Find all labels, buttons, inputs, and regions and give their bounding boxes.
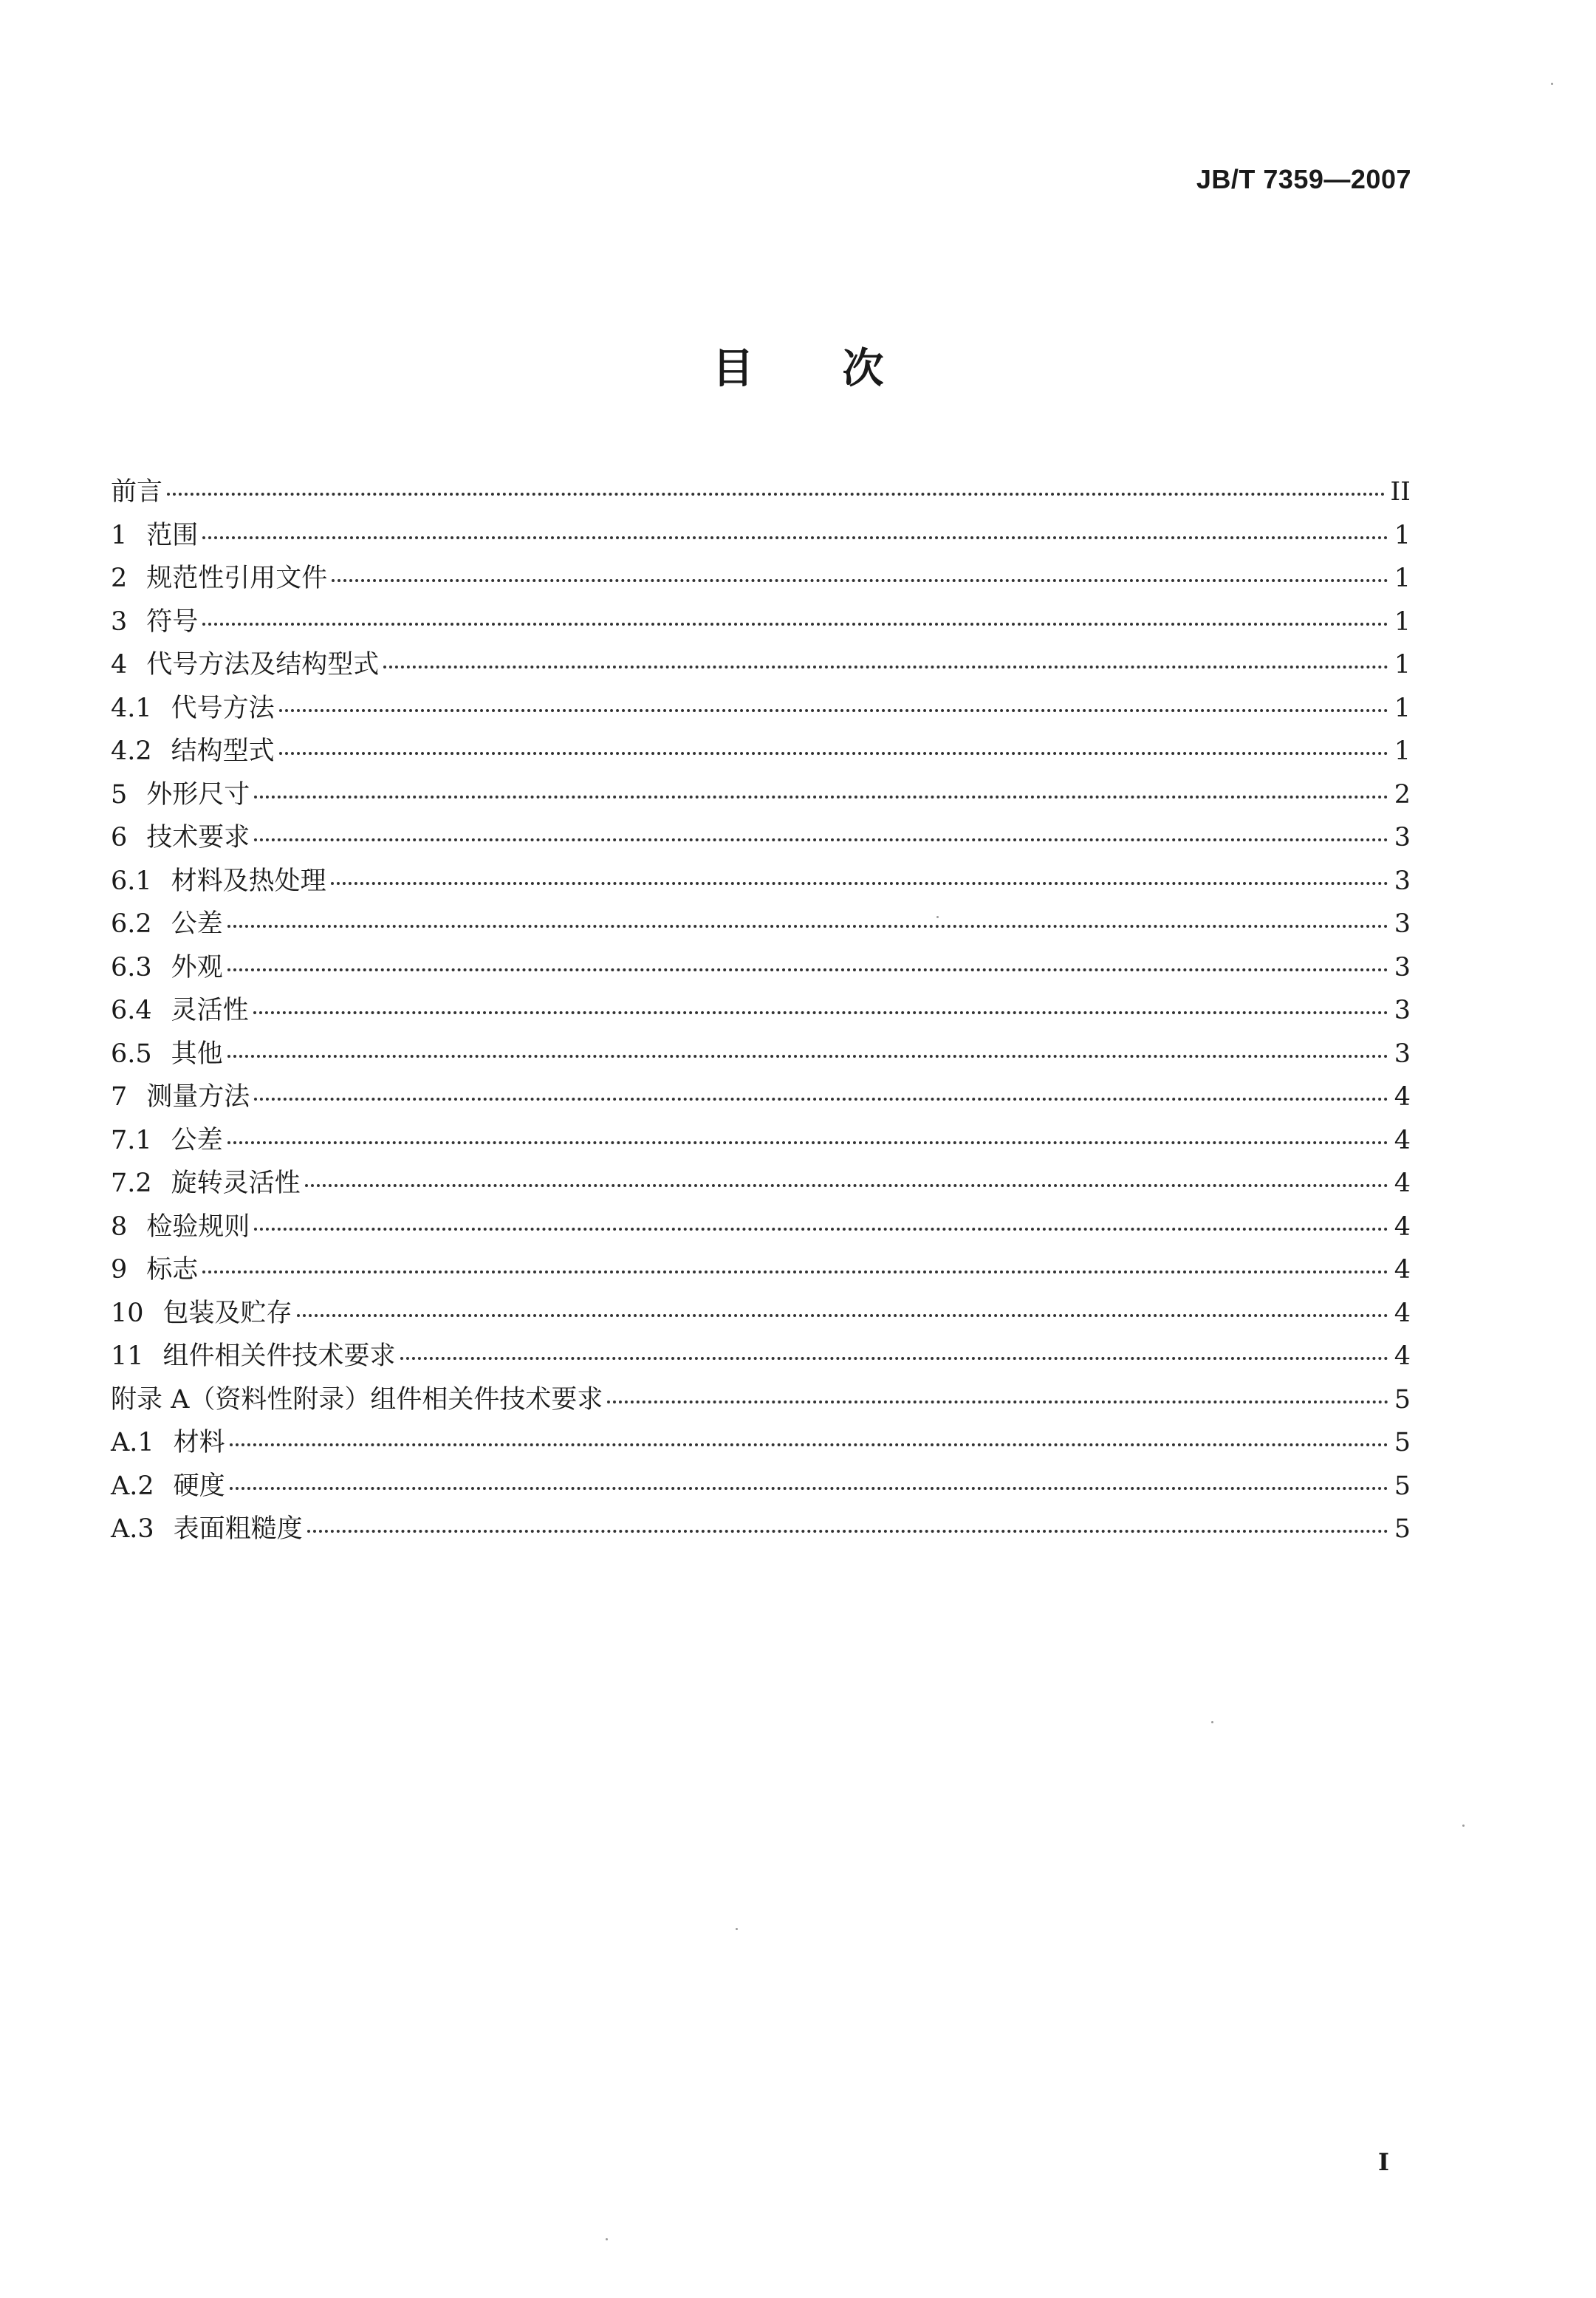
toc-entry-page: 3 bbox=[1394, 996, 1411, 1025]
toc-entry-label: 公差 bbox=[171, 909, 223, 939]
toc-leader-dots bbox=[227, 925, 1388, 928]
toc-leader-dots bbox=[254, 1098, 1388, 1101]
scan-speck bbox=[606, 2238, 608, 2240]
toc-entry[interactable] bbox=[111, 990, 1411, 1033]
toc-entry-label: 代号方法及结构型式 bbox=[146, 650, 380, 680]
scan-speck bbox=[1551, 83, 1553, 85]
toc-entry[interactable] bbox=[111, 1422, 1411, 1466]
toc-entry-label: 组件相关件技术要求 bbox=[162, 1341, 396, 1371]
toc-entry[interactable] bbox=[111, 1120, 1411, 1163]
toc-entry-page: 4 bbox=[1394, 1125, 1411, 1155]
toc-entry-label: 规范性引用文件 bbox=[146, 564, 328, 593]
toc-entry-page: 4 bbox=[1394, 1211, 1411, 1242]
toc-entry[interactable] bbox=[111, 817, 1411, 861]
toc-entry-page: 3 bbox=[1394, 952, 1411, 982]
toc-title: 目次 bbox=[712, 345, 973, 393]
toc-entry[interactable] bbox=[111, 1076, 1411, 1120]
toc-entry[interactable] bbox=[111, 1508, 1411, 1552]
toc-entry[interactable] bbox=[111, 903, 1411, 947]
toc-entry-page: 1 bbox=[1394, 650, 1411, 680]
toc-entry-page: 1 bbox=[1394, 736, 1411, 766]
toc-entry-number: 2 bbox=[111, 564, 128, 593]
toc-leader-dots bbox=[230, 1443, 1388, 1446]
toc-entry-number: 6.3 bbox=[111, 952, 152, 982]
toc-entry-page: 1 bbox=[1394, 693, 1411, 723]
scan-speck bbox=[936, 916, 939, 918]
toc-leader-dots bbox=[383, 666, 1388, 668]
toc-leader-dots bbox=[230, 1487, 1388, 1490]
toc-entry[interactable] bbox=[111, 515, 1411, 558]
toc-entry-label: 前言 bbox=[111, 477, 163, 507]
toc-entry-label: 标志 bbox=[146, 1255, 199, 1285]
toc-entry[interactable] bbox=[111, 861, 1411, 904]
toc-entry-page: 3 bbox=[1394, 823, 1411, 852]
toc-entry-label: 表面粗糙度 bbox=[173, 1514, 303, 1544]
toc-entry-number: 7.2 bbox=[111, 1169, 152, 1198]
toc-entry-label: 范围 bbox=[146, 520, 199, 550]
toc-entry-label: 硬度 bbox=[173, 1471, 225, 1501]
toc-entry-number: 11 bbox=[111, 1341, 144, 1371]
toc-entry-label: 公差 bbox=[171, 1125, 223, 1155]
scan-speck bbox=[736, 1928, 738, 1930]
toc-entry-label: 包装及贮存 bbox=[162, 1298, 292, 1328]
toc-entry-page: 5 bbox=[1394, 1384, 1411, 1415]
toc-entry-page: 3 bbox=[1394, 866, 1411, 896]
toc-entry[interactable] bbox=[111, 688, 1411, 731]
toc-leader-dots bbox=[202, 536, 1388, 539]
toc-leader-dots bbox=[279, 709, 1388, 712]
toc-entry[interactable] bbox=[111, 1206, 1411, 1250]
toc-entry-page: 5 bbox=[1394, 1471, 1411, 1501]
toc-entry[interactable] bbox=[111, 471, 1411, 515]
toc-entry-page: 2 bbox=[1394, 779, 1411, 810]
toc-leader-dots bbox=[253, 1011, 1388, 1014]
toc-entry-number: 6.1 bbox=[111, 866, 152, 896]
toc-leader-dots bbox=[254, 838, 1388, 841]
toc-entry-label: 符号 bbox=[146, 606, 199, 637]
toc-entry[interactable] bbox=[111, 1163, 1411, 1206]
document-code: JB/T 7359—2007 bbox=[1196, 164, 1411, 194]
toc-entry-number: 3 bbox=[111, 606, 128, 637]
toc-entry[interactable] bbox=[111, 1336, 1411, 1379]
toc-leader-dots bbox=[227, 1141, 1388, 1144]
toc-entry-page: 1 bbox=[1394, 520, 1411, 550]
toc-leader-dots bbox=[167, 493, 1386, 496]
toc-entry-number: 4.1 bbox=[111, 693, 152, 723]
toc-leader-dots bbox=[254, 796, 1388, 799]
toc-leader-dots bbox=[227, 1055, 1388, 1058]
scan-speck bbox=[1211, 1721, 1213, 1723]
table-of-contents bbox=[111, 471, 1411, 1552]
toc-entry-label: 附录 A（资料性附录）组件相关件技术要求 bbox=[111, 1384, 603, 1415]
toc-leader-dots bbox=[607, 1401, 1388, 1403]
toc-entry-page: 4 bbox=[1394, 1341, 1411, 1371]
toc-leader-dots bbox=[331, 882, 1388, 885]
toc-entry-page: 4 bbox=[1394, 1255, 1411, 1285]
toc-leader-dots bbox=[279, 752, 1388, 755]
toc-entry-label: 材料 bbox=[173, 1428, 225, 1457]
toc-entry-number: 4.2 bbox=[111, 736, 152, 766]
toc-entry-label: 灵活性 bbox=[171, 996, 249, 1025]
toc-entry-number: 6 bbox=[111, 823, 128, 852]
toc-entry-number: 6.2 bbox=[111, 909, 152, 939]
toc-leader-dots bbox=[227, 968, 1388, 971]
toc-entry-number: 7.1 bbox=[111, 1125, 152, 1155]
toc-entry-label: 外形尺寸 bbox=[146, 779, 250, 810]
toc-entry[interactable] bbox=[111, 1379, 1411, 1423]
toc-entry-number: 7 bbox=[111, 1082, 128, 1112]
toc-entry-page: 4 bbox=[1394, 1298, 1411, 1328]
toc-entry[interactable] bbox=[111, 947, 1411, 991]
toc-entry[interactable] bbox=[111, 774, 1411, 818]
toc-entry[interactable] bbox=[111, 1033, 1411, 1077]
toc-entry-label: 外观 bbox=[171, 952, 223, 982]
toc-entry-label: 检验规则 bbox=[146, 1211, 250, 1242]
toc-leader-dots bbox=[400, 1357, 1388, 1360]
toc-entry[interactable] bbox=[111, 1293, 1411, 1336]
toc-entry-number: A.3 bbox=[111, 1514, 154, 1544]
toc-entry-number: 5 bbox=[111, 779, 128, 810]
toc-entry[interactable] bbox=[111, 601, 1411, 645]
toc-entry-number: A.2 bbox=[111, 1471, 154, 1501]
toc-entry-label: 测量方法 bbox=[146, 1082, 250, 1112]
toc-leader-dots bbox=[297, 1314, 1388, 1317]
toc-entry[interactable] bbox=[111, 1249, 1411, 1293]
toc-entry-number: 1 bbox=[111, 520, 128, 550]
toc-entry[interactable] bbox=[111, 731, 1411, 774]
toc-entry-page: 4 bbox=[1394, 1169, 1411, 1198]
toc-entry[interactable] bbox=[111, 558, 1411, 601]
toc-leader-dots bbox=[254, 1228, 1388, 1231]
toc-entry-page: 3 bbox=[1394, 909, 1411, 939]
toc-entry-page: 1 bbox=[1394, 606, 1411, 637]
scan-speck bbox=[1462, 1825, 1465, 1827]
toc-entry-number: 6.4 bbox=[111, 996, 152, 1025]
toc-entry-page: 5 bbox=[1394, 1514, 1411, 1544]
toc-leader-dots bbox=[202, 623, 1388, 626]
toc-entry-label: 其他 bbox=[171, 1039, 223, 1069]
toc-entry-label: 技术要求 bbox=[146, 823, 250, 852]
toc-entry-number: 6.5 bbox=[111, 1039, 152, 1069]
toc-entry-label: 材料及热处理 bbox=[171, 866, 326, 896]
toc-entry-page: 3 bbox=[1394, 1039, 1411, 1069]
toc-entry-label: 旋转灵活性 bbox=[171, 1169, 301, 1198]
toc-entry-page: 1 bbox=[1394, 564, 1411, 593]
toc-leader-dots bbox=[332, 579, 1388, 582]
toc-entry-number: 4 bbox=[111, 650, 128, 680]
toc-entry[interactable] bbox=[111, 1466, 1411, 1509]
toc-entry-label: 代号方法 bbox=[171, 693, 275, 723]
toc-entry-label: 结构型式 bbox=[171, 736, 275, 766]
toc-leader-dots bbox=[202, 1271, 1388, 1273]
toc-entry-page: 5 bbox=[1394, 1428, 1411, 1457]
toc-entry-page: II bbox=[1390, 477, 1411, 507]
toc-entry-page: 4 bbox=[1394, 1082, 1411, 1112]
toc-entry-number: A.1 bbox=[111, 1428, 154, 1457]
toc-leader-dots bbox=[305, 1184, 1388, 1187]
toc-entry-number: 10 bbox=[111, 1298, 144, 1328]
toc-entry-number: 8 bbox=[111, 1211, 128, 1242]
toc-leader-dots bbox=[307, 1530, 1388, 1533]
page-number: I bbox=[1378, 2148, 1389, 2176]
toc-entry-number: 9 bbox=[111, 1255, 128, 1285]
toc-entry[interactable] bbox=[111, 644, 1411, 688]
